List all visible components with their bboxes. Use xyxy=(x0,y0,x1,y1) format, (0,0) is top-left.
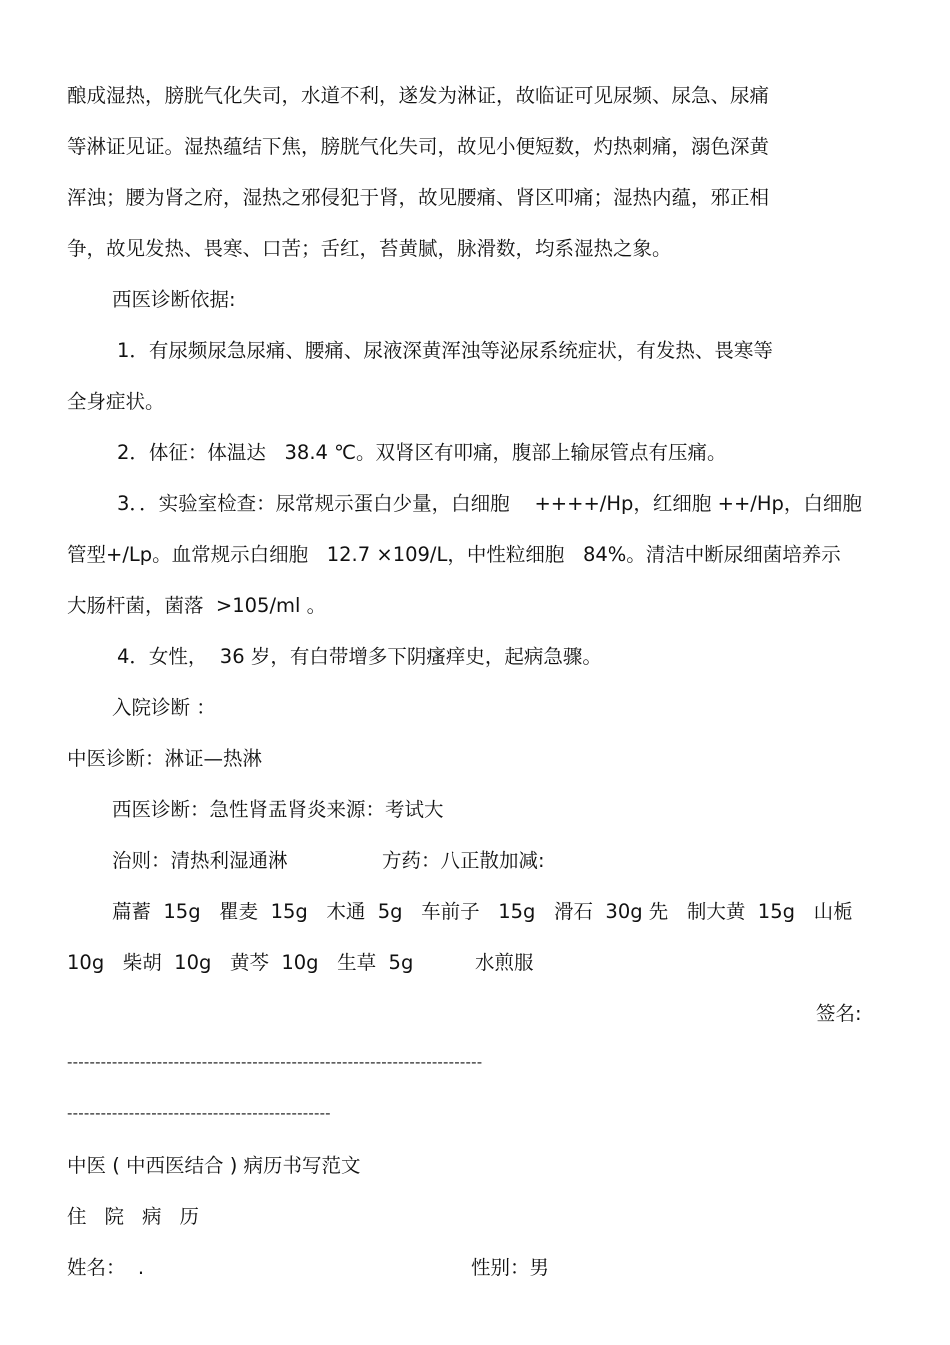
prescription-label: 方药：八正散加减: xyxy=(382,849,545,872)
separator-line: -------------------------------------------------------------------------- xyxy=(67,1054,483,1070)
section-heading: 西医诊断依据: xyxy=(112,288,236,311)
basis-item-1-continuation: 全身症状。 xyxy=(67,390,165,413)
document-title: 中医 ( 中西医结合 ) 病历书写范文 xyxy=(67,1154,361,1177)
herbs-line: 萹蓄 15g 瞿麦 15g 木通 5g 车前子 15g 滑石 30g 先 制大黄 15g 山栀 xyxy=(112,900,853,923)
paragraph-line: 争，故见发热、畏寒、口苦；舌红，苔黄腻，脉滑数，均系湿热之象。 xyxy=(67,237,672,260)
treatment-principle: 治则：清热利湿通淋 xyxy=(112,849,288,872)
basis-item-1: 1．有尿频尿急尿痛、腰痛、尿液深黄浑浊等泌尿系统症状，有发热、畏寒等 xyxy=(117,339,773,362)
decoction-method: 水煎服 xyxy=(475,951,534,974)
basis-item-3: 3．．实验室检查：尿常规示蛋白少量，白细胞 ++++/Hp，红细胞 ++/Hp，白细胞 xyxy=(117,492,862,515)
paragraph-line: 浑浊；腰为肾之府，湿热之邪侵犯于肾，故见腰痛、肾区叩痛；湿热内蕴，邪正相 xyxy=(67,186,770,209)
basis-item-4: 4．女性， 36 岁，有白带增多下阴瘙痒史，起病急骤。 xyxy=(117,645,602,668)
tcm-diagnosis: 中医诊断：淋证—热淋 xyxy=(67,747,263,770)
separator-line: ----------------------------------------------- xyxy=(67,1105,331,1121)
gender-label: 性别：男 xyxy=(471,1256,550,1279)
record-title: 住院病历 xyxy=(67,1205,218,1228)
paragraph-line: 等淋证见证。湿热蕴结下焦，膀胱气化失司，故见小便短数，灼热刺痛，溺色深黄 xyxy=(67,135,770,158)
basis-item-3-continuation: 管型+/Lp。血常规示白细胞 12.7 ×109/L，中性粒细胞 84%。清洁中断尿细菌培养示 xyxy=(67,543,841,566)
paragraph-line: 酿成湿热，膀胱气化失司，水道不利，遂发为淋证，故临证可见尿频、尿急、尿痛 xyxy=(67,84,770,107)
name-label: 姓名： . xyxy=(67,1256,145,1279)
basis-item-2: 2．体征：体温达 38.4 ℃。双肾区有叩痛，腹部上输尿管点有压痛。 xyxy=(117,441,727,464)
basis-item-3-continuation: 大肠杆菌，菌落 >105/ml 。 xyxy=(67,594,327,617)
herbs-line: 10g 柴胡 10g 黄芩 10g 生草 5g xyxy=(67,951,414,974)
signature-label: 签名: xyxy=(816,1002,862,1025)
admission-heading: 入院诊断 ： xyxy=(112,696,216,719)
western-diagnosis: 西医诊断：急性肾盂肾炎来源：考试大 xyxy=(112,798,444,821)
